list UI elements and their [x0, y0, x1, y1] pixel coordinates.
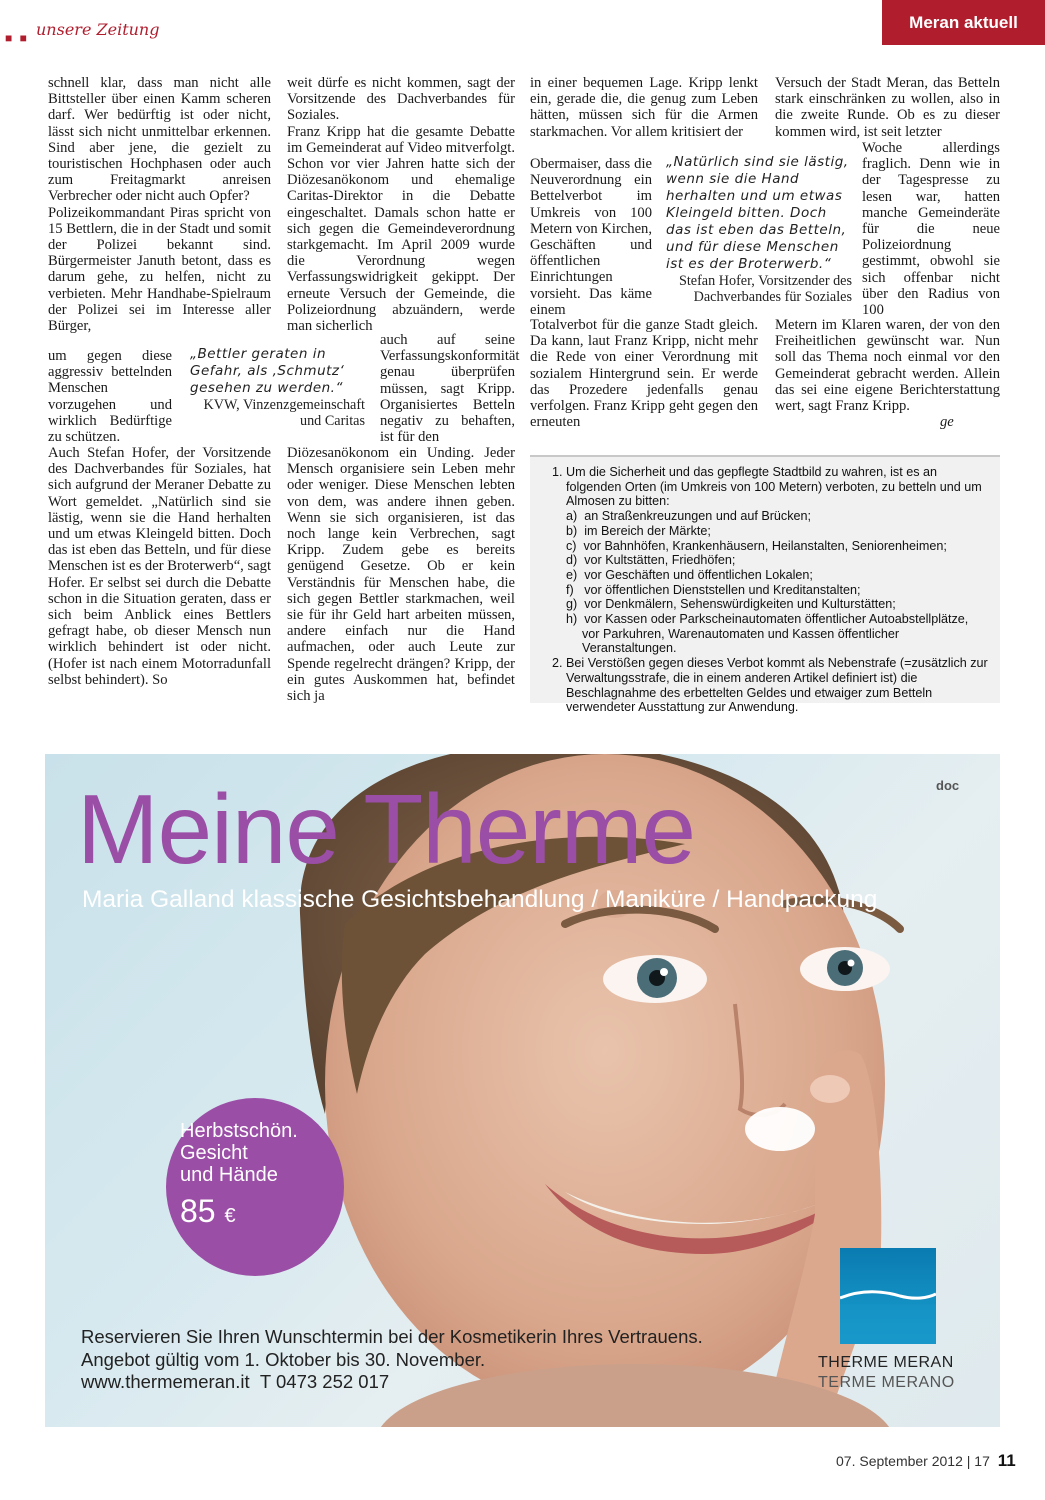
regulation-subitem: d) vor Kultstätten, Friedhöfen; — [566, 553, 736, 568]
page-footer — [836, 1451, 1016, 1471]
article-column-3 — [530, 75, 758, 140]
offer-price — [180, 1193, 236, 1230]
offer-line: und Hände — [180, 1164, 278, 1186]
pull-quote-author: Stefan Hofer, Vorsitzender des Dachverbandes für Soziales — [678, 273, 852, 305]
section-tab[interactable] — [882, 0, 1045, 45]
price-currency: € — [224, 1205, 236, 1227]
ad-footer-line: Angebot gültig vom 1. Oktober bis 30. November. — [81, 1348, 486, 1370]
regulation-item — [566, 465, 988, 656]
regulation-subitem: c) vor Bahnhöfen, Krankenhäusern, Heilanstalten, Seniorenheimen; — [566, 538, 947, 553]
paragraph: schnell klar, dass man nicht alle Bittsteller über einen Kamm scheren darf. Wer bedürftig ist oder nicht, lässt sich nicht unmittelbar erkennen. Sind aber jene, die gezielt zu touristischen Hochphasen oder auch zum Freitagmarkt anreisen Verbrecher oder nicht auch Opfer? — [48, 75, 271, 205]
offer-badge[interactable] — [166, 1098, 344, 1276]
therme-logo-icon — [840, 1248, 936, 1344]
header-dots: ■ ■ — [5, 31, 29, 45]
offer-headline — [180, 1120, 330, 1186]
page-number: 11 — [997, 1451, 1016, 1470]
ad-footer-link[interactable]: www.thermemeran.it T 0473 252 017 — [81, 1371, 390, 1392]
paragraph: auch auf seine Verfassungskonformität genau überprüfen müssen, sagt Kripp. Organisiertes Betteln negativ zu behaften, ist für den — [380, 332, 520, 446]
paragraph: Franz Kripp hat die gesamte Debatte im Gemeinderat auf Video mitverfolgt. Schon vor vier Jahren hatte sich der Diözesanökonom und ehemalige Caritas-Direktor in die Debatte eingeschaltet. Damals schon hatte er sich gegen die Gemeindeverordnung starkgemacht. Im April 2009 wurde die Verordnung wegen Verfassungswidrigkeit gekippt. Der erneute Versuch der Gemeinde, die Polizeiordnung abzuändern, werde man sicherlich — [287, 123, 515, 335]
author-signature: ge — [940, 414, 954, 430]
regulation-subitem: e) vor Geschäften und öffentlichen Lokalen; — [566, 567, 813, 582]
article-column-4 — [775, 75, 1000, 140]
article-column-1 — [48, 75, 271, 334]
ad-title: Meine Therme — [77, 774, 696, 884]
article-column-2 — [287, 75, 515, 334]
agency-logo: doc — [936, 778, 960, 793]
regulation-box — [530, 455, 1000, 715]
issue-date: 07. September 2012 | 17 — [836, 1453, 990, 1469]
paragraph: weit dürfe es nicht kommen, sagt der Vorsitzende des Dachverbandes für Soziales. — [287, 75, 515, 124]
brand-logo: unsere Zeitung — [36, 20, 160, 39]
pull-quote — [666, 154, 852, 305]
ad-footer-text — [81, 1326, 703, 1394]
regulation-subitem: h) vor Kassen oder Parkscheinautomaten öffentlicher Autoabstellplätze, vor Parkuhren, Warenautomaten und Kassen öffentlicher Veranstaltungen. — [566, 612, 969, 656]
regulation-subitem: b) im Bereich der Märkte; — [566, 523, 711, 538]
paragraph: um gegen diese aggressiv bettelnden Menschen vorzugehen und wirklich Bedürftige zu schützen. — [48, 348, 172, 446]
paragraph: in einer bequemen Lage. Kripp lenkt ein, gerade die, die genug zum Leben hätten, müssen sich für die Armen starkmachen. Vor allem kritisiert der — [530, 75, 758, 140]
paragraph: Auch Stefan Hofer, der Vorsitzende des Dachverbandes für Soziales, hat sich aufgrund der Meraner Debatte zu Wort gemeldet. „Natürlich sind sie lästig, wenn sie die Hand herhalten und um etwas Kleingeld bitten. Doch das ist eben das Betteln, und für diese Menschen ist es der Broterwerb“, sagt Hofer. Er selbst sei durch die Debatte schon in die Situation geraten, dass er sich beim Anblick eines Bettlers gefragt habe, ob dieser Mensch nun wirklich behindert ist oder nicht. (Hofer ist nach einem Motorradunfall selbst behindert). So — [48, 445, 271, 688]
regulation-text: Um die Sicherheit und das gepflegte Stadtbild zu wahren, ist es an folgenden Orten (im Umkreis von 100 Metern) verboten, zu betteln und um Almosen zu bitten: — [566, 465, 982, 509]
paragraph: Obermaiser, dass die Neuverordnung ein Bettelverbot im Umkreis von 100 Metern von Kirchen, Geschäften und öffentlichen Einrichtungen vorsieht. Das käme einem — [530, 156, 652, 318]
paragraph: Woche allerdings fraglich. Denn wie in der Tagespresse zu lesen war, hatten manche Gemeinderäte für die neue Polizeiordnung gestimmt, obwohl sie sich offenbar nicht über den Radius von 100 — [862, 140, 1000, 319]
regulation-sublist — [566, 509, 988, 656]
regulation-item: 2. Bei Verstößen gegen dieses Verbot kommt als Nebenstrafe (=zusätzlich zur Verwaltungsstrafe, die in einem anderen Artikel definiert ist) die Beschlagnahme des erbettelten Geldes und etwaiger zum Betteln verwendeter Ausstattung zur Anwendung. — [566, 656, 988, 715]
pull-quote — [190, 346, 365, 429]
ad-footer-line: Reservieren Sie Ihren Wunschtermin bei der Kosmetikerin Ihres Vertrauens. — [81, 1326, 703, 1347]
pull-quote-author: KVW, Vinzenzgemeinschaft und Caritas — [203, 397, 365, 429]
offer-line: Gesicht — [180, 1142, 248, 1164]
regulation-subitem: g) vor Denkmälern, Sehenswürdigkeiten und Kulturstätten; — [566, 597, 896, 612]
regulation-subitem: a) an Straßenkreuzungen und auf Brücken; — [566, 509, 812, 524]
pull-quote-text: „Bettler geraten in Gefahr, als ‚Schmutz‘ gesehen zu werden.“ — [190, 346, 345, 396]
paragraph: Polizeikommandant Piras spricht von 15 Bettlern, die in der Stadt und somit der Polizei bekannt sind. Bürgermeister Januth betont, dass es darum gehe, zu helfen, nicht zu verbieten. Mehr Handhabe-Spielraum der Polizei sei im Interesse aller Bürger, — [48, 204, 271, 335]
regulation-list — [538, 465, 988, 715]
section-label: Meran aktuell — [909, 12, 1018, 32]
ad-subtitle: Maria Galland klassische Gesichtsbehandlung / Maniküre / Handpackung — [82, 886, 878, 913]
paragraph: Metern im Klaren waren, der von den Freiheitlichen gewünscht war. Nun soll das Thema noch einmal vor den Gemeinderat gebracht werden. Allein das sei eine eigene Berichterstattung wert, sagt Franz Kripp. — [775, 317, 1000, 415]
logo-name-de: THERME MERAN — [818, 1354, 954, 1371]
regulation-subitem: f) vor öffentlichen Dienststellen und Kreditanstalten; — [566, 582, 861, 597]
logo-name-it: TERME MERANO — [818, 1374, 955, 1391]
price-value: 85 — [180, 1193, 216, 1229]
offer-line: Herbstschön. — [180, 1120, 298, 1142]
paragraph: Totalverbot für die ganze Stadt gleich. Da kann, laut Franz Kripp, nicht mehr die Rede von einer Verordnung mit sozialem Hintergrund sein. Er werde das Prozedere jedenfalls genau verfolgen. Franz Kripp geht gegen den erneuten — [530, 317, 758, 431]
therme-advertisement[interactable] — [45, 754, 1000, 1427]
paragraph: Diözesanökonom ein Unding. Jeder Mensch organisiere sein Leben mehr oder weniger. Diese Menschen lebten von dem, was andere ihnen geben. Wenn sie sich organisieren, ist das noch lange kein Verbrechen, sagt Kripp. Zudem gebe es bereits genügend Gesetze. Ob er kein Verständnis für Menschen habe, die sich gegen Bettler starkmachen, weil sie für ihr Geld hart arbeiten müssen, andere einfach nur die Hand aufmachen, oder auch Leute zur Spende regelrecht drängen? Kripp, der ein gutes Auskommen hat, befindet sich ja — [287, 445, 515, 705]
pull-quote-text: „Natürlich sind sie lästig, wenn sie die Hand herhalten und um etwas Kleingeld bitten. Doch das ist eben das Betteln, und für diese Menschen ist es der Broterwerb.“ — [666, 154, 849, 272]
paragraph: Versuch der Stadt Meran, das Betteln stark einschränken zu wollen, also in die zweite Runde. Ob es zu dieser kommen wird, ist seit letzter — [775, 75, 1000, 140]
